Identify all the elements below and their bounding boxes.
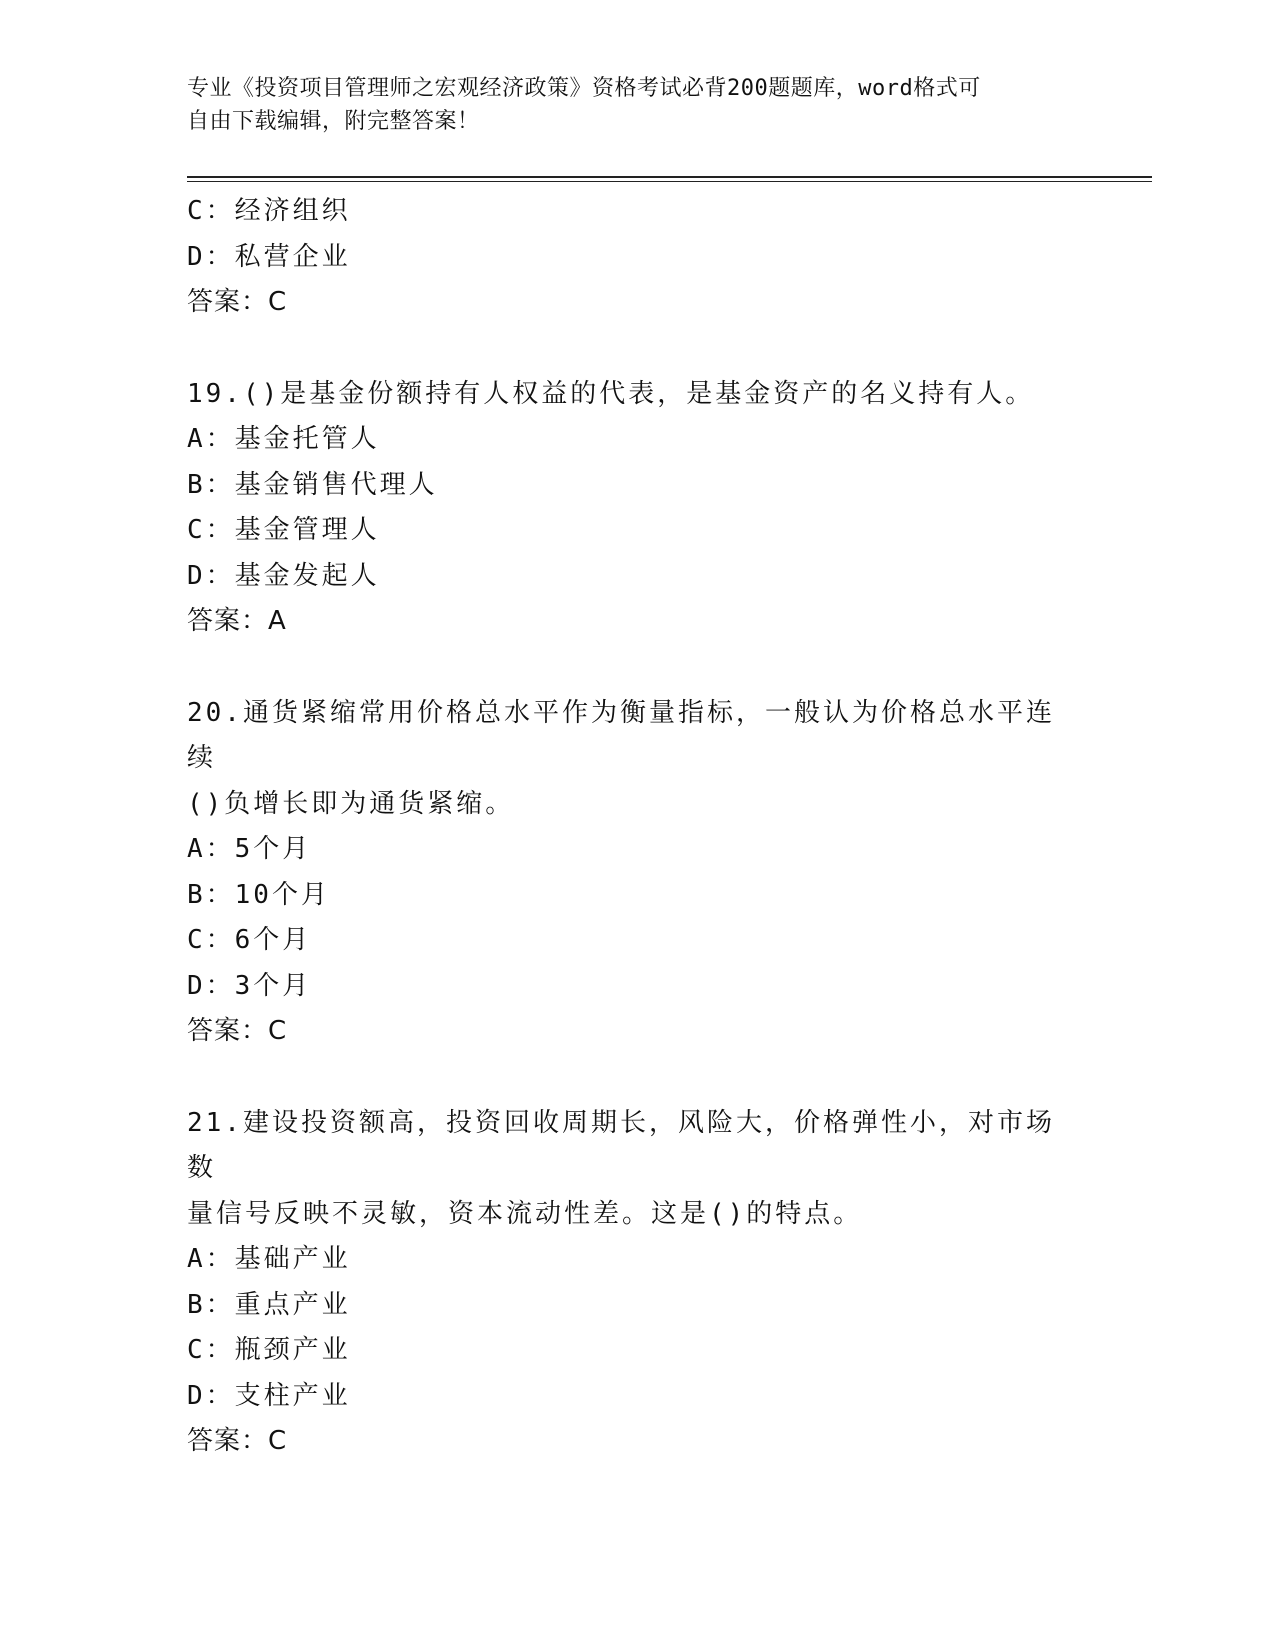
option-c: C：瓶颈产业 bbox=[187, 1335, 351, 1365]
option-d: D：基金发起人 bbox=[187, 560, 380, 591]
option-c: C：6个月 bbox=[187, 925, 312, 955]
option-d: D：私营企业 bbox=[187, 241, 351, 272]
option-a: A：5个月 bbox=[187, 834, 312, 864]
option-d: D：3个月 bbox=[187, 970, 312, 1001]
question-block-18 bbox=[187, 189, 1087, 326]
spacer bbox=[187, 1055, 1087, 1101]
question-text-line-2: 量信号反映不灵敏，资本流动性差。这是()的特点。 bbox=[187, 1198, 863, 1229]
option-d: D：支柱产业 bbox=[187, 1380, 351, 1411]
question-text-line-1: 21.建设投资额高，投资回收周期长，风险大，价格弹性小，对市场数 bbox=[187, 1107, 1055, 1183]
option-a: A：基础产业 bbox=[187, 1244, 351, 1274]
answer-line: 答案：A bbox=[187, 606, 287, 636]
question-list bbox=[187, 189, 1087, 1465]
header-divider-thick bbox=[187, 176, 1152, 178]
question-block-19 bbox=[187, 372, 1087, 645]
option-c: C：经济组织 bbox=[187, 196, 351, 226]
question-block-21 bbox=[187, 1101, 1087, 1465]
spacer bbox=[187, 326, 1087, 372]
answer-line: 答案：C bbox=[187, 1016, 288, 1046]
option-a: A：基金托管人 bbox=[187, 424, 380, 454]
document-header bbox=[187, 72, 1067, 138]
answer-line: 答案：C bbox=[187, 287, 288, 317]
header-line-1: 专业《投资项目管理师之宏观经济政策》资格考试必背200题题库，word格式可 bbox=[187, 76, 981, 101]
option-b: B：基金销售代理人 bbox=[187, 469, 438, 500]
option-b: B：重点产业 bbox=[187, 1289, 351, 1320]
question-text: 19.()是基金份额持有人权益的代表，是基金资产的名义持有人。 bbox=[187, 378, 1035, 409]
answer-line: 答案：C bbox=[187, 1426, 288, 1456]
header-line-2: 自由下载编辑，附完整答案！ bbox=[187, 109, 480, 134]
question-text-line-2: ()负增长即为通货紧缩。 bbox=[187, 788, 515, 819]
option-c: C：基金管理人 bbox=[187, 515, 380, 545]
spacer bbox=[187, 645, 1087, 691]
option-b: B：10个月 bbox=[187, 879, 330, 910]
question-block-20 bbox=[187, 691, 1087, 1055]
header-divider-thin bbox=[187, 181, 1152, 182]
question-text-line-1: 20.通货紧缩常用价格总水平作为衡量指标，一般认为价格总水平连续 bbox=[187, 697, 1055, 773]
